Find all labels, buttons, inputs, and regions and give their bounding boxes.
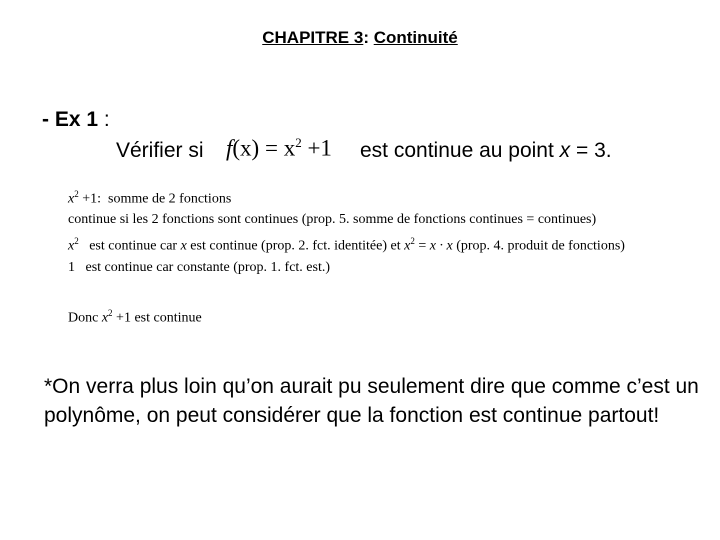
proof-line-3 [68, 236, 625, 255]
chapter-topic: Continuité [373, 28, 458, 47]
exercise-label [42, 108, 110, 132]
proof-line-2: continue si les 2 fonctions sont continues (prop. 5. somme de fonctions continues = continues) [68, 212, 597, 227]
function-constant: +1 [301, 135, 332, 161]
function-expression [226, 135, 332, 162]
proof-line-3-var-x: x [180, 238, 187, 254]
proof-conclusion [68, 308, 202, 327]
chapter-label: CHAPITRE 3 [262, 28, 364, 47]
function-exponent: 2 [295, 135, 302, 150]
exercise-colon: : [98, 108, 110, 131]
conclusion-text-b: +1 est continue [112, 310, 202, 326]
proof-line-3-var: x [68, 238, 75, 254]
footnote: *On verra plus loin qu’on aurait pu seulement dire que comme c’est un polynôme, on peut considérer que la fonction est continue partout! [44, 375, 699, 427]
proof-line-3-var-2: x [404, 238, 411, 254]
exercise-number: - Ex 1 [42, 108, 99, 131]
point-value: = 3. [570, 139, 612, 162]
conclusion-text-a: Donc [68, 310, 102, 326]
proof-line-3-text-a: est continue car [78, 238, 181, 254]
proof-line-1-text: somme de 2 fonctions [101, 191, 232, 207]
point-variable: x [559, 139, 571, 162]
proof-line-3-text-d: (prop. 4. produit de fonctions) [452, 238, 625, 254]
title-separator: : [363, 28, 374, 47]
proof-line-3-product: x · x [429, 238, 453, 254]
proof-line-1-exp: 2 [74, 189, 79, 199]
proof-line-4: 1 est continue car constante (prop. 1. fct. est.) [68, 260, 331, 275]
verify-text: Vérifier si [116, 139, 204, 162]
function-argument: (x) [232, 135, 260, 161]
proof-line-3-text-b: est continue (prop. 2. fct. identitée) et [186, 238, 405, 254]
proof-line-3-exp-2: 2 [410, 236, 415, 246]
proof-line-1-var: x [68, 191, 75, 207]
function-equals: = x [259, 135, 296, 161]
proof-line-3-exp: 2 [74, 236, 79, 246]
function-name: f [226, 135, 233, 161]
continuity-text: est continue au point [360, 139, 560, 162]
proof-line-1 [68, 189, 231, 208]
conclusion-var: x [101, 310, 109, 326]
proof-line-1-tail: +1: [78, 191, 102, 207]
proof-line-3-text-c: = [414, 238, 430, 254]
conclusion-exp: 2 [108, 308, 113, 318]
continuity-statement [360, 139, 612, 163]
page-title [0, 28, 720, 48]
